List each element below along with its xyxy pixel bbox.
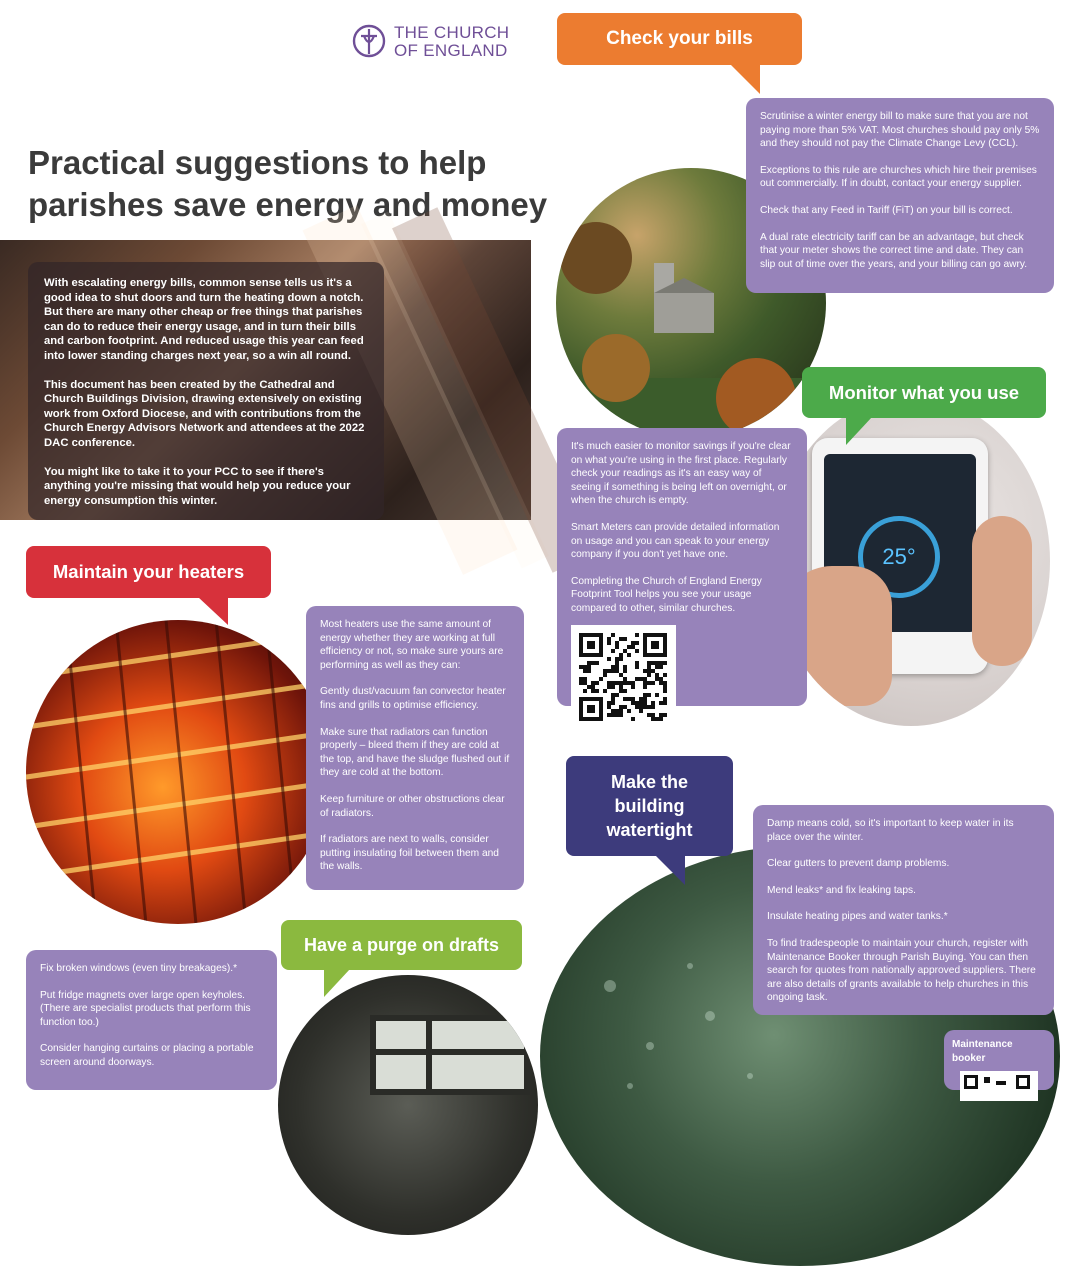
intro-paragraph-3: You might like to take it to your PCC to see if there's anything you're missing that would help you reduce your energy consumption this winter. — [44, 465, 351, 507]
monitor-paragraph-2: Smart Meters can provide detailed information on usage and you can speak to your energy company if you don't yet have one. — [571, 521, 780, 561]
watertight-paragraph-2: Clear gutters to prevent damp problems. — [767, 858, 950, 870]
drafts-panel — [26, 950, 277, 1090]
page-title-line2: parishes save energy and money — [28, 186, 548, 223]
logo-line2: OF ENGLAND — [394, 41, 508, 60]
window-frame — [370, 1015, 530, 1095]
heaters-panel — [306, 606, 524, 890]
thermostat-value: 25° — [882, 544, 916, 569]
maintenance-booker-label: Maintenance booker — [952, 1039, 1013, 1064]
heaters-paragraph-1: Most heaters use the same amount of energy whether they are working at full efficiency or not, so make sure yours are performing as well as they can: — [320, 619, 504, 671]
speech-tail — [655, 855, 685, 885]
heaters-heading-text: Maintain your heaters — [52, 561, 245, 582]
watertight-paragraph-3: Mend leaks* and fix leaking taps. — [767, 884, 916, 896]
watertight-paragraph-1: Damp means cold, so it's important to keep water in its place over the winter. — [767, 818, 1014, 843]
glowing-heater-photo — [26, 620, 330, 924]
bills-paragraph-1: Scrutinise a winter energy bill to make sure that you are not paying more than 5% VAT. Most churches should pay only 5% and they should not pay the Climate Change Levy (CCL). — [760, 111, 1040, 150]
watertight-heading-line1: Make the — [610, 772, 689, 792]
bills-paragraph-3: Check that any Feed in Tariff (FiT) on your bill is correct. — [760, 204, 1013, 216]
monitor-heading — [802, 367, 1046, 418]
watertight-paragraph-4: Insulate heating pipes and water tanks.* — [767, 911, 948, 923]
page-title — [28, 142, 548, 226]
monitor-heading-text: Monitor what you use — [828, 381, 1020, 403]
heater-grille-graphic — [26, 620, 330, 924]
speech-tail — [324, 969, 350, 997]
watertight-heading — [566, 756, 733, 856]
watertight-heading-line2: building — [614, 796, 685, 816]
watertight-panel — [753, 805, 1054, 1015]
speech-tail — [198, 597, 228, 625]
maintenance-booker-qr-code[interactable] — [960, 1071, 1038, 1101]
check-bills-panel — [746, 98, 1054, 293]
bills-paragraph-4: A dual rate electricity tariff can be an advantage, but check that your meter shows the correct time and date. They can slip out of time over the years, and your billing can go awry. — [760, 231, 1028, 270]
page-title-line1: Practical suggestions to help — [28, 144, 487, 181]
drafts-paragraph-3: Consider hanging curtains or placing a portable screen around doorways. — [40, 1043, 254, 1068]
bills-paragraph-2: Exceptions to this rule are churches which hire their premises out commercially. If in doubt, contact your energy supplier. — [760, 164, 1037, 190]
intro-paragraph-2: This document has been created by the Cathedral and Church Buildings Division, drawing extensively on existing work from Oxford Diocese, and with contributions from the Church Energy Advisors Network and attendees at the 2022 DAC conference. — [44, 378, 365, 449]
heaters-heading — [26, 546, 271, 598]
drafts-heading-text: Have a purge on drafts — [303, 934, 500, 955]
watertight-paragraph-5: To find tradespeople to maintain your church, register with Maintenance Booker through Parish Buying. You can then search for quotes from nationally approved suppliers. There are also details of grants available to help churches in this ongoing task. — [767, 937, 1036, 1004]
heaters-paragraph-4: Keep furniture or other obstructions clear of radiators. — [320, 793, 505, 819]
monitor-paragraph-1: It's much easier to monitor savings if you're clear on what you're using in the first place. Regularly check your readings as it's an easy way of seeing if something is being left on overnight, or when the church is empty. — [571, 441, 791, 507]
window-photo — [278, 975, 538, 1235]
intro-panel — [28, 262, 384, 520]
church-cross-icon — [352, 24, 386, 58]
heaters-paragraph-2: Gently dust/vacuum fan convector heater fins and grills to optimise efficiency. — [320, 686, 506, 711]
thermostat-tablet-photo — [772, 396, 1050, 726]
check-bills-heading-text: Check your bills — [606, 28, 753, 49]
heaters-paragraph-3: Make sure that radiators can function properly – bleed them if they are cold at the top, and have the sludge flushed out if they are cold at the bottom. — [320, 726, 510, 779]
energy-footprint-qr-code[interactable] — [571, 625, 676, 728]
check-bills-heading — [557, 13, 802, 65]
church-of-england-logo — [352, 22, 552, 66]
maintenance-booker-panel — [944, 1030, 1054, 1090]
speech-tail — [846, 417, 872, 445]
heaters-paragraph-5: If radiators are next to walls, consider putting insulating foil between them and the walls. — [320, 834, 499, 873]
speech-tail — [730, 64, 760, 94]
drafts-paragraph-2: Put fridge magnets over large open keyholes. (There are specialist products that perform this function too.) — [40, 989, 251, 1028]
drafts-paragraph-1: Fix broken windows (even tiny breakages).* — [40, 963, 238, 974]
watertight-heading-line3: watertight — [606, 820, 693, 840]
drafts-heading — [281, 920, 522, 970]
intro-paragraph-1: With escalating energy bills, common sense tells us it's a good idea to shut doors and turn the heating down a notch. But there are many other cheap or free things that parishes can do to reduce their energy usage, and in turn their bills and carbon footprint. And reduced usage this year can feed into lower standing charges next year, so a win all round. — [44, 277, 364, 362]
monitor-paragraph-3: Completing the Church of England Energy Footprint Tool helps you see your usage compared to other, similar churches. — [571, 575, 762, 614]
logo-line1: THE CHURCH — [394, 23, 510, 42]
